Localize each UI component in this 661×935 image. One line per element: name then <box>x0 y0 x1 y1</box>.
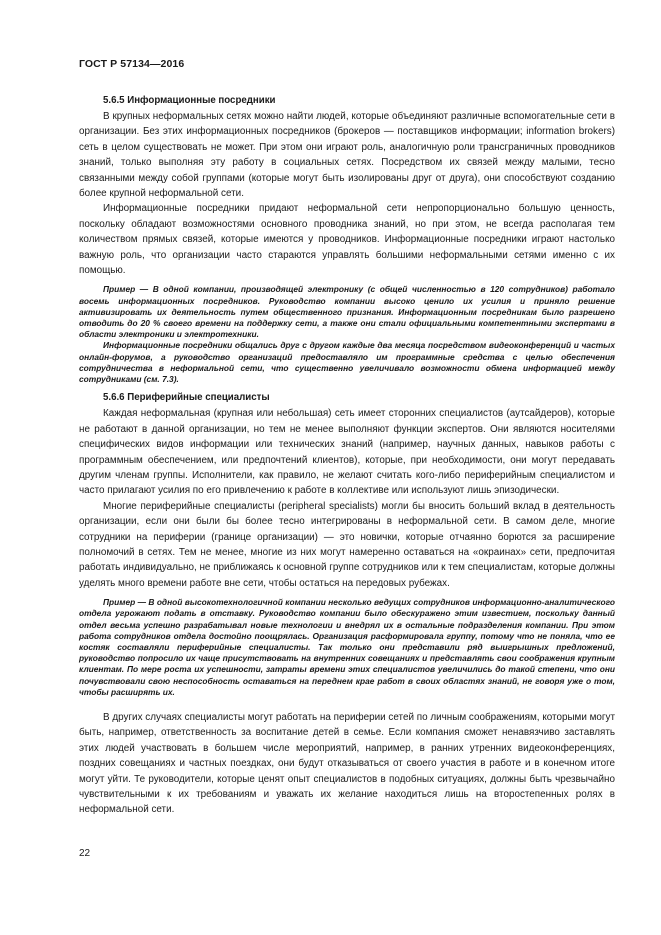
example-text: Информационные посредники общались друг с другом каждые два месяца посредством видеоконференций и частых онлайн-форумов, а руководство организаций предоставляло им программные средства с целью обеспечения сотрудничества в неформальной сети, что существенно увеличивало возможности обмена информацией между сотрудниками (см. 7.3). <box>79 340 615 385</box>
paragraph: Информационные посредники придают неформальной сети непропорционально большую ценность, поскольку обладают возможностями основного проводника знаний, но при этом, не всегда располагая тем количеством прямых связей, которые имеются у проводников. Информационные посредники играют настолько важную роль, что организации часто стараются управлять большими неформальными сетями именно с их помощью. <box>79 203 615 277</box>
paragraph: В других случаях специалисты могут работать на периферии сетей по личным соображениям, которыми могут быть, например, ответственность за воспитание детей в семье. Если компания сможет ненавязчиво заставлять этих людей участвовать в большем числе мероприятий, например, в ранних утренних видеоконференциях, поздних совещаниях и частных поездках, они будут отказываться от своего участия в работе и в конечном итоге могут уйти. Те руководители, которые ценят опыт специалистов в подобных ситуациях, должны быть чрезвычайно чувствительными к их требованиям и уважать их желание находиться лишь на второстепенных ролях в неформальной сети. <box>79 712 615 816</box>
section-heading-5-6-6: 5.6.6 Периферийные специалисты <box>103 392 270 404</box>
paragraph: Каждая неформальная (крупная или небольшая) сеть имеет сторонних специалистов (аутсайдеров), которые не работают в данной организации, но тем не менее выполняют функции экспертов. Они являются носителями специфических видов информации или технических знаний (например, научных данных, навыков работы с программным обеспечением, или предпочтений клиентов), которые, при необходимости, они могут передавать другим членам группы. Исполнители, как правило, не желают считать кого-либо периферийным специалистом и часто прилагают усилия по его привлечению к работе в коллективе или используют лишь эпизодически. <box>79 408 615 497</box>
paragraph: Многие периферийные специалисты (peripheral specialists) могли бы вносить больший вклад в деятельность организации, если они были бы более тесно интегрированы в неформальной сети. В самом деле, многие сотрудники на периферии (границе организации) — это новички, которые отчаянно борются за расширение полномочий в сетях. Тем не менее, многие из них могут намеренно оставаться на «окраинах» сети, предпочитая работать индивидуально, не приближаясь к основной группе сотрудников или к тем специалистам, которые должны уделять много времени работе вне сети, чтобы остаться на передовых рубежах. <box>79 500 615 589</box>
page-content <box>79 94 615 818</box>
example-text: Пример — В одной высокотехнологичной компании несколько ведущих сотрудников информационно-аналитического отдела угрожают подать в отставку. Руководство компании было обескуражено этим известием, поскольку данный отдел весьма успешно разрабатывал новые технологии и внедрял их в остальные подразделения компании. При этом работа сотрудников отдела достойно поощрялась. Организация расформировала группу, потому что не поняла, что ее костяк составляли периферийные специалисты. Так только они представили ряд выигрышных предложений, руководство попросило их чаще присутствовать на внутренних совещаниях и представлять свои соображения крупным клиентам. По мере роста их успешности, затраты времени этих специалистов увеличились до такой степени, что они почувствовали свою неспособность оставаться на переднем крае работ в своих областях знаний, не говоря уже о том, чтобы расширять их. <box>79 597 615 697</box>
example-text: Пример — В одной компании, производящей электронику (с общей численностью в 120 сотрудников) работало восемь информационных посредников. Руководство компании высоко ценило их усилия и приняло решение активизировать их деятельность путем общественного признания. Информационным посредникам было разрешено отводить до 20 % своего времени на поддержку сети, а также они стали официальными компетентными экспертами в области электроники и электротехники. <box>79 284 615 340</box>
page-number: 22 <box>79 848 91 859</box>
section-heading-5-6-5: 5.6.5 Информационные посредники <box>103 95 276 106</box>
document-header: ГОСТ Р 57134—2016 <box>79 58 185 70</box>
paragraph: В крупных неформальных сетях можно найти людей, которые объединяют различные вспомогательные сети в организации. Без этих информационных посредников (брокеров — поставщиков информации; information brokers) сеть в целом существовать не может. При этом они играют роль, аналогичную роли трансграничных проводников знаний, только выполняя эту работу в социальных сетях. Посредством их связей между малыми, тесно связанными между собой группами (которые могут быть изолированы друг от друга), они способствуют созданию более крупной неформальной сети. <box>79 111 615 200</box>
